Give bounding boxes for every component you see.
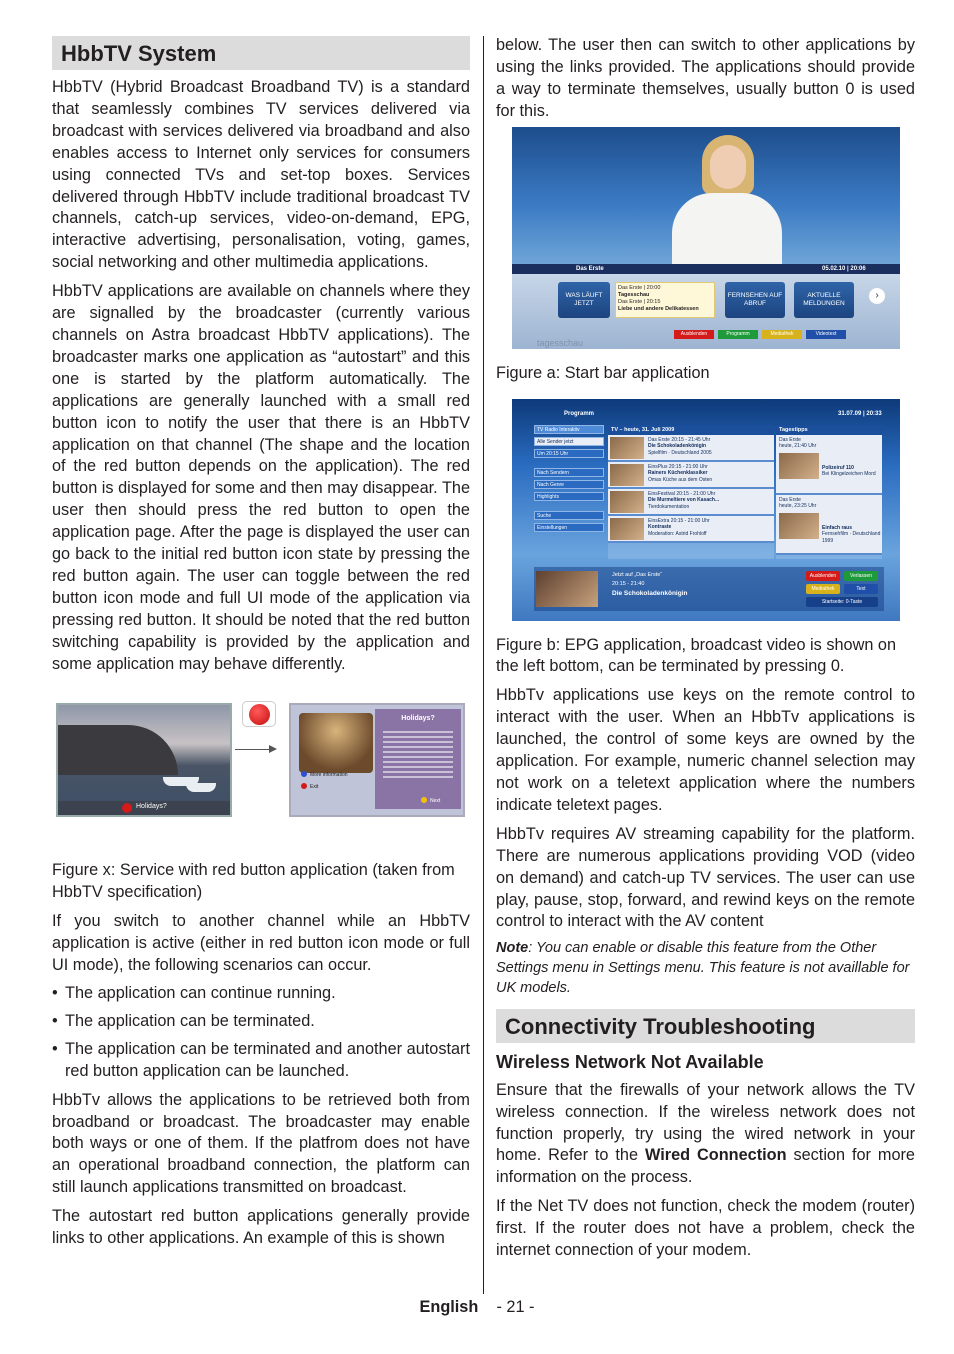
- page-footer: [0, 1298, 954, 1317]
- menu-item: Highlights: [534, 492, 604, 501]
- channel-switch-paragraph: If you switch to another channel while an HbbTV application is active (either in red button icon mode or full UI mode), the following scenarios can occur.: [52, 912, 470, 975]
- list-item: • The application can continue running.: [52, 983, 470, 1005]
- now-playing-bar: [534, 567, 884, 611]
- hbbtv-intro-paragraph: HbbTV (Hybrid Broadcast Broadband TV) is a standard that seamlessly combines TV services delivered via broadcast with services delivered via broadband and also enables access to Internet only services for consumers using connected TVs and set-top boxes. Services delivered through HbbTV include traditional broadcast TV channels, catch-up services, video-on-demand, EPG, interactive advertising, personalisation, voting, games, social networking and other multimedia applications.: [52, 78, 470, 272]
- list-item: • The application can be terminated and another autostart red button application can be launched.: [52, 1039, 470, 1083]
- yellow-button-icon: [421, 797, 427, 803]
- info-line: Das Erste | 20:15: [618, 298, 661, 305]
- hbbtv-applications-paragraph: HbbTV applications are available on channels where they are signalled by the broadcaster (currently various channels on Astra broadcast HbbTV applications). The broadcaster marks one application as “autostart” and this one is started by the platform automatically. The applications are generally launched with a small red button icon to notify the user that there is an HbbTV application on that channel (The shape and the location of the red button depends on the application). The red button is displayed for some and then may disappear. The user then should press the red button to open the application page. After the page is displayed the user can go back to the initial red button icon state by pressing the red button again. The user can toggle between the red button icon mode and full UI mode of the application via pressing red button. It should be noted that the red button switching capability is provided by the application and some application may behave differently.: [52, 282, 470, 673]
- cliff-shape: [58, 725, 178, 775]
- firewall-paragraph: Ensure that the firewalls of your network allows the TV wireless connection. If the wireless network does not function properly, try using the wired network in your home. Refer to the Wired Connection section for more information on the process.: [496, 1080, 915, 1187]
- list-item: EinsPlus 20:15 - 21:00 Uhr Rainers Küchenklassiker Omas Küche aus dem Osten: [608, 462, 774, 489]
- remote-keys-paragraph: HbbTv applications use keys on the remote control to interact with the user. When an HbbTv applications is launched, the control of some keys are owned by the application. For example, numeric channel selection may not work on a teletext application where the numbers indicate teletext pages.: [496, 686, 915, 814]
- info-line: Das Erste | 20:00: [618, 284, 661, 291]
- figure-a-start-bar: [512, 127, 900, 349]
- right-column: [496, 36, 915, 1262]
- connectivity-heading: Connectivity Troubleshooting: [496, 1009, 915, 1043]
- autostart-continued-paragraph: below. The user then can switch to other applications by using the links provided. The applications should provide a way to terminate themselves, usually button 0 is used for this.: [496, 36, 915, 120]
- epg-header: [512, 399, 900, 423]
- channel-strip: [512, 264, 900, 274]
- autostart-paragraph: The autostart red button applications generally provide links to other applications. An example of this is shown: [52, 1207, 470, 1248]
- coast-photo: [56, 703, 232, 817]
- red-button-icon: [122, 803, 132, 813]
- holidays-panel-title: Holidays?: [401, 715, 435, 723]
- note-text: : You can enable or disable this feature from the Other Settings menu in Settings menu. This feature is not availlable for UK models.: [496, 940, 910, 996]
- retrieval-paragraph: HbbTv allows the applications to be retrieved both from broadband or broadcast. The broadcaster may enable both ways or one of them. If the platfrom does not have an operational broadband connection, the platform can still launch applications transmitted on broadcast.: [52, 1090, 470, 1197]
- aktuelle-meldungen-button: AKTUELLE MELDUNGEN: [794, 282, 854, 318]
- holidays-bar-label: Holidays?: [136, 803, 167, 811]
- note-paragraph: [496, 939, 915, 998]
- hbbtv-heading: HbbTV System: [52, 36, 470, 70]
- figure-x-caption: Figure x: Service with red button application (taken from HbbTV specification): [52, 861, 455, 902]
- application-screen: [289, 703, 465, 817]
- list-head: TV – heute, 31. Juli 2009: [608, 425, 774, 435]
- red-button-icon: [301, 783, 307, 789]
- blue-key-label: Videotext: [806, 330, 846, 339]
- list-item: EinsExtra 20:15 - 21:00 Uhr Kontraste Moderation: Astrid Frohloff: [608, 516, 774, 543]
- channel-name: Das Erste: [576, 265, 604, 272]
- red-button-bar: [58, 801, 230, 815]
- left-column: [52, 36, 470, 1250]
- figure-b-epg: [512, 399, 900, 621]
- blue-button-icon: [301, 771, 307, 777]
- epg-tabs: TV Radio Interaktiv: [534, 425, 604, 434]
- menu-item: Suche: [534, 511, 604, 520]
- holidays-panel: [375, 709, 461, 809]
- broadcast-video: [536, 571, 598, 607]
- menu-item: Nach Sendern: [534, 468, 604, 477]
- remote-red-button-icon: [242, 701, 276, 727]
- menu-item: Um 20:15 Uhr: [534, 449, 604, 458]
- menu-item: Alle Sender jetzt: [534, 437, 604, 446]
- list-item: Das Erste 20:15 - 21:45 Uhr Die Schokoladenkönigin Spielfilm · Deutschland 2005: [608, 435, 774, 462]
- column-divider: [483, 36, 484, 1294]
- net-tv-paragraph: If the Net TV does not function, check the modem (router) first. If the router does not have a problem, check the internet connection of your modem.: [496, 1197, 915, 1260]
- green-key-label: Programm: [718, 330, 758, 339]
- menu-item: Nach Genre: [534, 480, 604, 489]
- epg-tips: [776, 425, 882, 559]
- boat-icon: [186, 783, 216, 792]
- list-item: EinsFestival 20:15 - 21:00 Uhr Die Murmeltiere von Kasach... Tierdokumentation: [608, 489, 774, 516]
- blue-key-label: Text: [844, 584, 878, 594]
- wireless-subheading: Wireless Network Not Available: [496, 1051, 764, 1072]
- epg-datetime: 31.07.09 | 20:33: [838, 410, 882, 417]
- red-key-label: Ausblenden: [674, 330, 714, 339]
- figure-b-caption: Figure b: EPG application, broadcast video is shown on the left bottom, can be terminated by pressing 0.: [496, 635, 897, 676]
- now-playing-text: Jetzt auf „Das Erste“ 20:15 - 21:40 Die Schokoladenkönigin: [612, 571, 688, 597]
- epg-menu: [534, 425, 604, 559]
- epg-title: Programm: [564, 410, 595, 417]
- list-item: Das Erste heute, 21:40 Uhr Polizeiruf 110 Bei Klingelzeichen Mord: [776, 435, 882, 495]
- list-item: Das Erste heute, 23:25 Uhr Einfach raus Fernsehfilm · Deutschland 1999: [776, 495, 882, 555]
- figure-a-caption: Figure a: Start bar application: [496, 363, 710, 382]
- figure-x-red-button: [52, 703, 470, 853]
- now-next-info: [615, 282, 715, 318]
- exit-label: Exit: [310, 784, 319, 791]
- church-photo: [299, 713, 373, 773]
- info-line: Tagesschau: [618, 291, 650, 298]
- start-page-hint: Startseite: 0-Taste: [806, 597, 878, 607]
- wired-connection-ref: Wired Connection: [644, 1146, 787, 1165]
- chevron-right-icon: ›: [869, 288, 885, 304]
- was-laeuft-jetzt-button: WAS LÄUFT JETZT: [558, 282, 610, 318]
- av-streaming-paragraph: HbbTv requires AV streaming capability for the platform. There are numerous applications providing VOD (video on demand) and catch-up TV services. The user can use play, pause, stop, forward, and rewind keys on the remote control to interact with the AV content: [496, 824, 915, 931]
- yellow-key-label: Mediathek: [762, 330, 802, 339]
- presenter-image: [672, 135, 782, 265]
- datetime: 05.02.10 | 20:06: [822, 265, 866, 272]
- next-label: Next: [430, 798, 441, 805]
- red-key-label: Ausblenden: [806, 571, 840, 581]
- green-key-label: Verlassen: [844, 571, 878, 581]
- menu-item: Einstellungen: [534, 523, 604, 532]
- info-line: Liebe und andere Delikatessen: [618, 305, 699, 312]
- more-info-label: More information: [310, 772, 348, 779]
- page-number: - 21 -: [496, 1298, 535, 1316]
- yellow-key-label: Mediathek: [806, 584, 840, 594]
- tips-head: Tagestipps: [776, 425, 882, 435]
- note-label: Note: [496, 940, 529, 957]
- panel-text-lines: [383, 731, 453, 781]
- arrow-icon: [235, 749, 275, 750]
- epg-program-list: [608, 425, 774, 559]
- fernsehen-auf-abruf-button: FERNSEHEN AUF ABRUF: [725, 282, 785, 318]
- scenario-list: [52, 983, 470, 1083]
- footer-language: English: [419, 1298, 479, 1316]
- tagesschau-logo: tagesschau: [537, 337, 584, 348]
- list-item: • The application can be terminated.: [52, 1011, 470, 1033]
